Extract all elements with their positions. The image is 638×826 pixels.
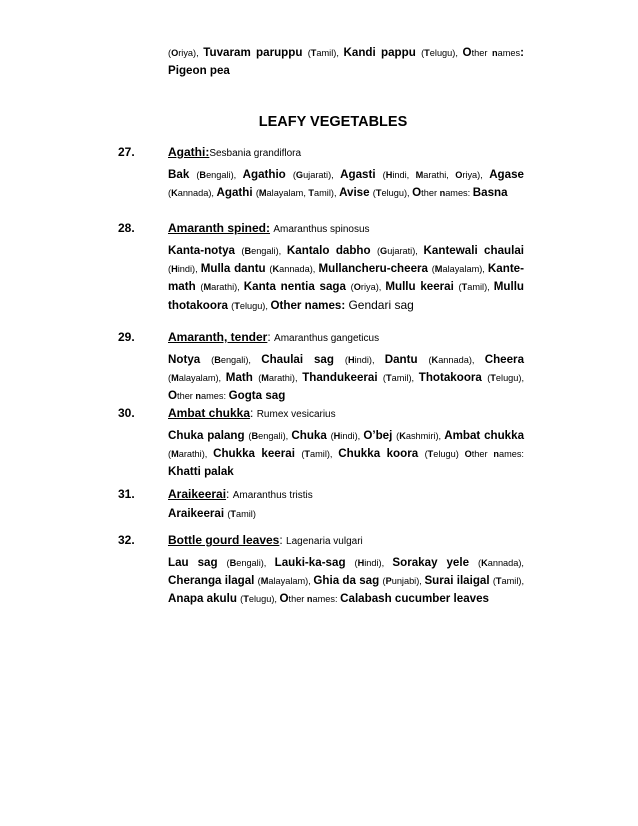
text-run: ( <box>492 576 496 586</box>
text-run: ( <box>168 449 172 459</box>
text-run: K <box>272 264 280 274</box>
text-run: ther <box>471 48 493 58</box>
text-run: Anapa akulu <box>168 592 241 605</box>
text-run: Mullu thotakoora <box>168 280 524 312</box>
botanical-name: Sesbania grandiflora <box>209 148 302 159</box>
entry-number: 32. <box>118 533 135 547</box>
text-run: T <box>234 301 240 311</box>
text-run: amil), <box>501 576 525 586</box>
text-run: ames: <box>312 594 341 604</box>
entry-title-line <box>168 221 370 235</box>
text-run: Mullu keerai <box>385 280 459 293</box>
text-run: ( <box>258 373 262 383</box>
entry-body <box>168 505 524 523</box>
text-run: O <box>168 389 178 402</box>
text-run: M <box>434 264 443 274</box>
text-run: K <box>399 431 406 441</box>
entry-title: Amaranth spined: <box>168 221 271 235</box>
text-run: T <box>304 449 311 459</box>
text-run: amil), <box>310 449 339 459</box>
text-run: H <box>385 170 393 180</box>
botanical-name: Amaranthus tristis <box>232 490 313 501</box>
text-run: ( <box>376 246 381 256</box>
text-run: Gogta sag <box>228 389 286 402</box>
text-run: Gendari sag <box>348 298 414 312</box>
text-run: Chuka palang <box>168 429 249 442</box>
text-run: engali), <box>206 170 243 180</box>
text-run: Math <box>225 371 259 384</box>
text-run: T <box>424 48 430 58</box>
text-run: Agathio <box>242 168 293 181</box>
entry-body <box>168 351 524 405</box>
text-run: Other names: <box>270 299 349 312</box>
text-run: arathi, <box>423 170 456 180</box>
text-run: B <box>199 170 207 180</box>
entry-title-line <box>168 145 301 159</box>
text-run: Thotakoora <box>418 371 488 384</box>
text-run: Mullancheru-cheera <box>318 262 432 275</box>
entry-title-line <box>168 330 379 344</box>
text-run: Tuvaram paruppu <box>203 46 308 59</box>
text-run: amil), <box>391 373 419 383</box>
entry-title-line <box>168 487 313 501</box>
text-run: T <box>461 282 468 292</box>
text-run: M <box>261 373 269 383</box>
text-run: ther <box>177 391 196 401</box>
text-run: ( <box>396 431 400 441</box>
text-run: T <box>230 509 236 519</box>
text-run: Ambat chukka <box>444 429 525 442</box>
text-run: M <box>260 576 269 586</box>
text-run: G <box>380 246 388 256</box>
text-run: T <box>427 449 434 459</box>
text-run: unjabi), <box>391 576 425 586</box>
botanical-name: Rumex vesicarius <box>256 409 336 420</box>
text-run: ( <box>231 301 235 311</box>
entry-title: Bottle gourd leaves <box>168 533 280 547</box>
text-run: engali), <box>236 558 275 568</box>
text-run: T <box>375 188 382 198</box>
entry-title-separator: : <box>279 533 287 547</box>
text-run: ( <box>200 282 204 292</box>
text-run: M <box>258 188 267 198</box>
entry-title-line <box>168 533 363 547</box>
text-run: O <box>412 186 422 199</box>
text-run: ( <box>292 170 296 180</box>
text-run: G <box>295 170 304 180</box>
text-run: ther <box>471 449 494 459</box>
text-run: elugu), <box>248 594 280 604</box>
text-run: T <box>310 48 317 58</box>
text-run: Kanta nentia saga <box>243 280 351 293</box>
text-run: amil) <box>236 509 256 519</box>
text-run: alayalam, <box>266 188 309 198</box>
text-run: O <box>464 449 472 459</box>
text-run: ames <box>497 48 521 58</box>
text-run: ther <box>421 188 440 198</box>
text-run: Thandukeerai <box>302 371 383 384</box>
text-run: Agasti <box>340 168 383 181</box>
entry-title: Agathi: <box>168 145 210 159</box>
text-run: Araikeerai <box>168 507 228 520</box>
text-run: engali), <box>251 246 287 256</box>
text-run: n <box>195 391 202 401</box>
text-run: elugu), <box>381 188 413 198</box>
text-run: ( <box>226 558 230 568</box>
text-run: ( <box>344 355 348 365</box>
text-run: Agathi <box>216 186 256 199</box>
text-run: ( <box>269 264 273 274</box>
text-run: Chuka <box>291 429 331 442</box>
entry-number: 28. <box>118 221 135 235</box>
text-run: B <box>251 431 259 441</box>
text-run: ( <box>330 431 334 441</box>
entry-number: 30. <box>118 406 135 420</box>
text-run: elugu), <box>239 301 271 311</box>
text-run: Surai ilaigal <box>424 574 493 587</box>
entry-title-separator: : <box>250 406 257 420</box>
text-run: O <box>455 170 463 180</box>
text-run: ( <box>168 48 172 58</box>
text-run: ( <box>307 48 311 58</box>
text-run: ( <box>382 373 386 383</box>
text-run: Notya <box>168 353 212 366</box>
entry-number: 29. <box>118 330 135 344</box>
text-run: ( <box>382 170 386 180</box>
text-run: ames: <box>445 188 473 198</box>
text-run: arathi), <box>178 449 214 459</box>
text-run: ( <box>372 188 376 198</box>
text-run: B <box>244 246 252 256</box>
text-run: O <box>353 282 361 292</box>
text-run: Bak <box>168 168 197 181</box>
text-run: Kantalo dabho <box>286 244 377 257</box>
text-run: Avise <box>339 186 373 199</box>
text-run: Calabash cucumber leaves <box>340 592 489 605</box>
botanical-name: Amaranthus gangeticus <box>274 333 380 344</box>
text-run: riya), <box>360 282 386 292</box>
entry-title: Ambat chukka <box>168 406 251 420</box>
text-run: elugu) <box>433 449 465 459</box>
text-run: ( <box>227 509 231 519</box>
text-run: Sorakay yele <box>392 556 479 569</box>
text-run: amil), <box>467 282 494 292</box>
text-run: ( <box>421 48 425 58</box>
text-run: alayalam), <box>268 576 314 586</box>
text-run: ( <box>424 449 428 459</box>
entry-number: 31. <box>118 487 135 501</box>
text-run: H <box>171 264 178 274</box>
text-run: ( <box>458 282 462 292</box>
text-run: n <box>439 188 446 198</box>
text-run: Kanta-notya <box>168 244 242 257</box>
text-run: Agase <box>489 168 524 181</box>
text-run: ( <box>382 576 386 586</box>
text-run: Cheranga ilagal <box>168 574 258 587</box>
text-run: ( <box>350 282 354 292</box>
text-run: H <box>333 431 341 441</box>
text-run: M <box>203 282 212 292</box>
text-run: ( <box>431 264 435 274</box>
entry-title: Araikeerai <box>168 487 227 501</box>
text-run: ujarati), <box>303 170 341 180</box>
text-run: H <box>357 558 365 568</box>
botanical-name: Lagenaria vulgari <box>286 536 363 547</box>
text-run: ( <box>241 246 245 256</box>
text-run: indi), <box>340 431 364 441</box>
text-run: ( <box>168 188 172 198</box>
text-run: T <box>385 373 392 383</box>
entry-body <box>168 427 524 481</box>
text-run: amil), <box>316 48 344 58</box>
entry-body <box>168 554 524 608</box>
text-run: indi), <box>177 264 201 274</box>
entry-body <box>168 242 524 315</box>
text-run: ( <box>240 594 244 604</box>
text-run: ames: <box>201 391 229 401</box>
text-run: ( <box>478 558 482 568</box>
text-run: alayalam), <box>178 373 226 383</box>
text-run: indi), <box>354 355 385 365</box>
text-run: B <box>214 355 221 365</box>
text-run: annada), <box>177 188 217 198</box>
text-run: annada), <box>279 264 319 274</box>
text-run: elugu), <box>429 48 463 58</box>
text-run: Kante-math <box>168 262 524 293</box>
text-run: ( <box>168 373 172 383</box>
entry-title-separator: : <box>226 487 233 501</box>
entry-body <box>168 166 524 202</box>
text-run: alayalam), <box>442 264 488 274</box>
text-run: Basna <box>472 186 508 199</box>
text-run: ( <box>354 558 358 568</box>
text-run: ashmiri), <box>405 431 445 441</box>
text-run: annada), <box>438 355 485 365</box>
text-run: ( <box>196 170 200 180</box>
entry-title-separator: : <box>267 330 275 344</box>
text-run: T <box>495 576 502 586</box>
entry-number: 27. <box>118 145 135 159</box>
text-run: : Pigeon pea <box>168 46 524 77</box>
text-run: K <box>481 558 488 568</box>
text-run: P <box>385 576 392 586</box>
text-run: ( <box>257 576 261 586</box>
text-run: indi, <box>392 170 416 180</box>
text-run: Dantu <box>384 353 429 366</box>
text-run: riya), <box>462 170 490 180</box>
text-run: elugu), <box>495 373 525 383</box>
text-run: ( <box>428 355 432 365</box>
text-run: Mulla dantu <box>200 262 270 275</box>
text-run: Cheera <box>484 353 525 366</box>
text-run: Ghia da sag <box>313 574 383 587</box>
text-run: K <box>171 188 178 198</box>
text-run: K <box>431 355 439 365</box>
text-run: Chukka koora <box>338 447 425 460</box>
text-run: O’bej <box>363 429 397 442</box>
text-run: T <box>243 594 249 604</box>
text-run: ujarati), <box>387 246 424 256</box>
text-run: ( <box>301 449 305 459</box>
text-run: O <box>171 48 179 58</box>
botanical-name: Amaranthus spinosus <box>273 224 370 235</box>
text-run: O <box>462 46 472 59</box>
text-run: M <box>415 170 424 180</box>
text-run: O <box>279 592 289 605</box>
text-run: ames: <box>498 449 524 459</box>
text-run: ther <box>288 594 307 604</box>
continuation-paragraph <box>168 44 524 80</box>
text-run: T <box>308 188 315 198</box>
text-run: amil), <box>314 188 340 198</box>
text-run: H <box>347 355 355 365</box>
text-run: n <box>493 449 499 459</box>
text-run: Chaulai sag <box>261 353 345 366</box>
text-run: B <box>229 558 237 568</box>
text-run: engali), <box>220 355 262 365</box>
text-run: Kantewali chaulai <box>423 244 524 257</box>
text-run: n <box>306 594 313 604</box>
text-run: n <box>492 48 498 58</box>
text-run: arathi), <box>211 282 244 292</box>
text-run: Kandi pappu <box>343 46 422 59</box>
text-run: ( <box>211 355 215 365</box>
text-run: Lau sag <box>168 556 227 569</box>
section-heading: LEAFY VEGETABLES <box>258 114 408 130</box>
text-run: ( <box>168 264 172 274</box>
text-run: T <box>490 373 496 383</box>
text-run: riya), <box>178 48 204 58</box>
text-run: ( <box>248 431 252 441</box>
text-run: M <box>171 373 179 383</box>
text-run: M <box>171 449 179 459</box>
text-run: Chukka keerai <box>213 447 302 460</box>
text-run: indi), <box>364 558 393 568</box>
text-run: arathi), <box>268 373 303 383</box>
entry-title-line <box>168 406 336 420</box>
text-run: Lauki-ka-sag <box>274 556 355 569</box>
text-run: ( <box>255 188 259 198</box>
text-run: ( <box>487 373 491 383</box>
text-run: Khatti palak <box>168 465 234 478</box>
text-run: annada), <box>487 558 524 568</box>
entry-title: Amaranth, tender <box>168 330 268 344</box>
text-run: engali), <box>258 431 292 441</box>
